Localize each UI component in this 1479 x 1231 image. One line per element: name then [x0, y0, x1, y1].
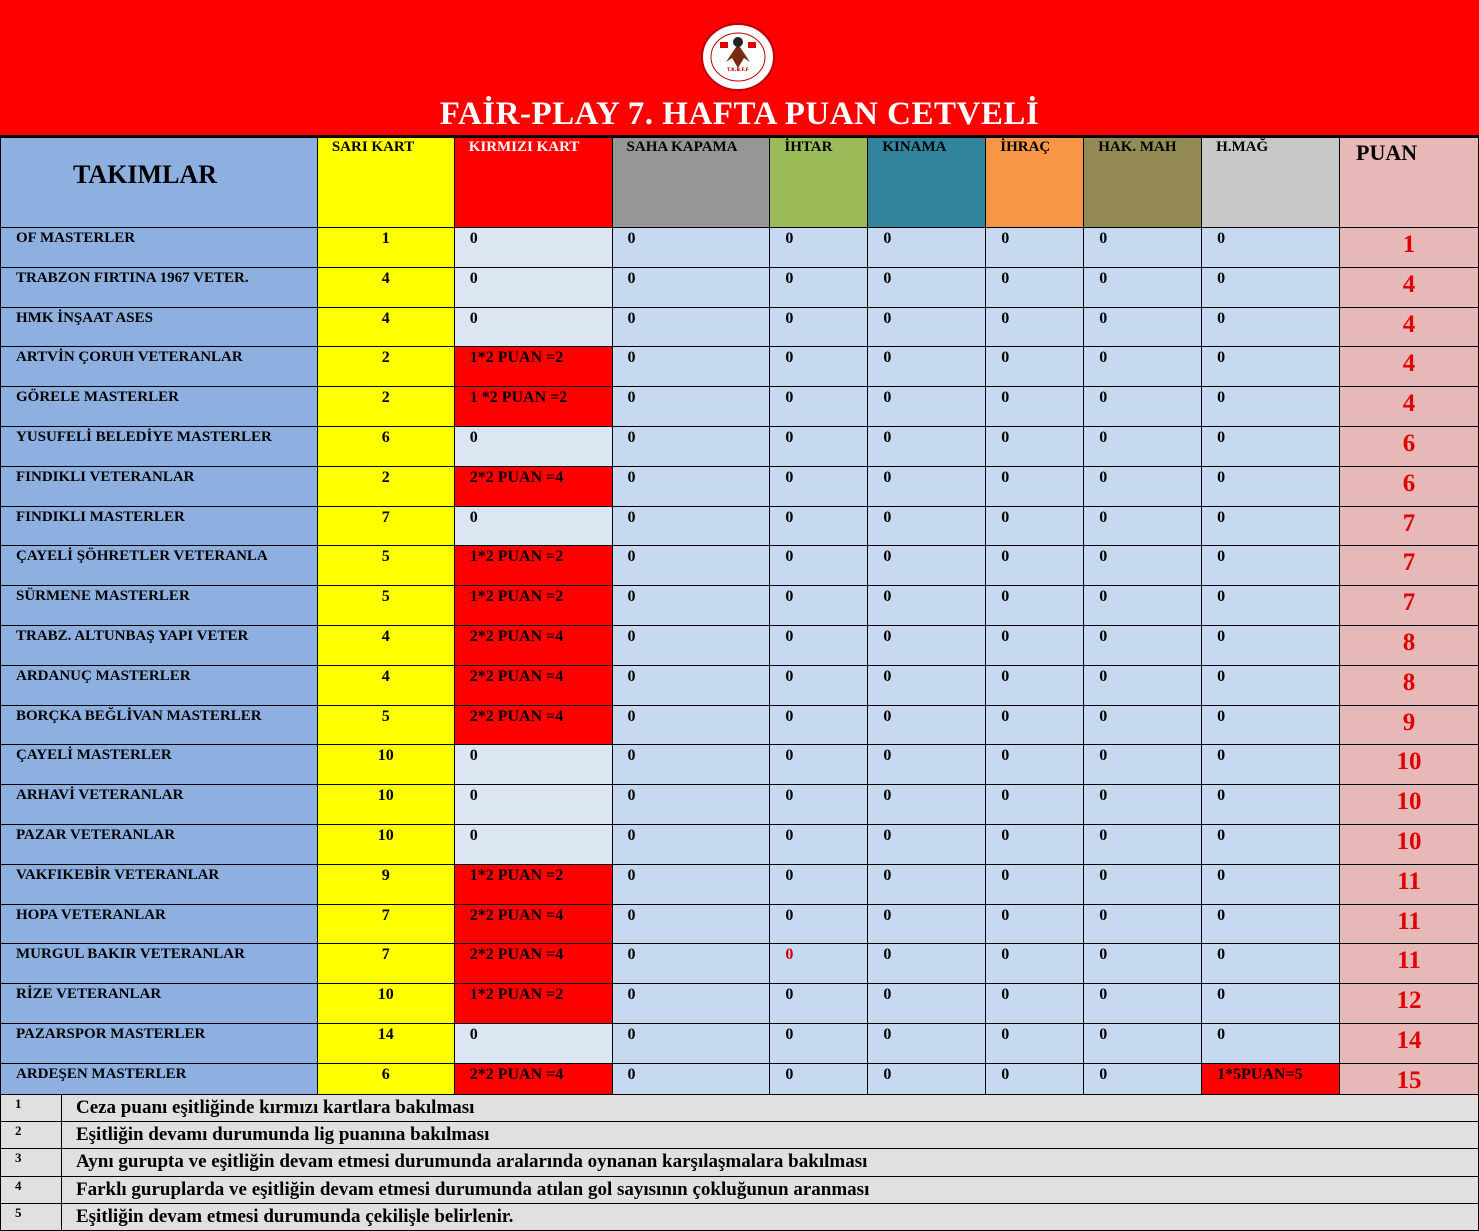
table-cell: 0: [1084, 1023, 1202, 1063]
table-cell: 0: [1084, 904, 1202, 944]
table-cell: 0: [1202, 546, 1340, 586]
points-cell: 7: [1340, 546, 1479, 586]
team-name: TRABZON FIRTINA 1967 VETER.: [1, 267, 318, 307]
table-cell: 0: [612, 267, 770, 307]
table-cell: 0: [612, 347, 770, 387]
table-cell: 0: [770, 625, 868, 665]
table-cell: 0: [986, 228, 1084, 268]
table-cell: 0: [1202, 466, 1340, 506]
red-card-cell: 2*2 PUAN =4: [454, 944, 612, 984]
table-cell: 0: [1084, 466, 1202, 506]
yellow-card-cell: 6: [317, 426, 454, 466]
table-cell: 0: [868, 984, 986, 1024]
table-cell: 0: [1084, 506, 1202, 546]
table-cell: 0: [986, 586, 1084, 626]
table-cell: 0: [770, 267, 868, 307]
team-name: HOPA VETERANLAR: [1, 904, 318, 944]
team-name: TRABZ. ALTUNBAŞ YAPI VETER: [1, 625, 318, 665]
table-cell: 0: [868, 506, 986, 546]
table-cell: 0: [770, 705, 868, 745]
table-row: [1, 625, 1479, 665]
team-name: ÇAYELİ MASTERLER: [1, 745, 318, 785]
team-name: MURGUL BAKIR VETERANLAR: [1, 944, 318, 984]
table-cell: 0: [612, 586, 770, 626]
table-cell: 0: [986, 267, 1084, 307]
table-cell: 0: [986, 705, 1084, 745]
yellow-card-cell: 7: [317, 506, 454, 546]
team-name: ARDEŞEN MASTERLER: [1, 1063, 318, 1103]
table-cell: 0: [1084, 546, 1202, 586]
table-row: [1, 904, 1479, 944]
table-cell: 0: [1084, 984, 1202, 1024]
team-name: PAZAR VETERANLAR: [1, 824, 318, 864]
table-cell: 0: [868, 586, 986, 626]
table-cell: 0: [770, 904, 868, 944]
table-cell: 0: [612, 824, 770, 864]
table-cell: 0: [868, 904, 986, 944]
table-cell: 0: [1084, 1063, 1202, 1103]
table-row: [1, 824, 1479, 864]
table-row: [1, 665, 1479, 705]
column-header-col7: HAK. MAH: [1084, 138, 1202, 228]
points-cell: 12: [1340, 984, 1479, 1024]
table-cell: 0: [868, 347, 986, 387]
table-cell: 0: [770, 307, 868, 347]
table-cell: 0: [1202, 228, 1340, 268]
table-cell: 0: [1202, 904, 1340, 944]
note-number: 2: [1, 1122, 62, 1149]
red-card-cell: 0: [454, 824, 612, 864]
red-card-cell: 2*2 PUAN =4: [454, 904, 612, 944]
red-card-cell: 0: [454, 1023, 612, 1063]
team-name: FINDIKLI VETERANLAR: [1, 466, 318, 506]
table-row: [1, 1023, 1479, 1063]
column-header-col4: İHTAR: [770, 138, 868, 228]
table-cell: 0: [770, 665, 868, 705]
table-cell: 0: [770, 944, 868, 984]
table-row: [1, 785, 1479, 825]
points-cell: 15: [1340, 1063, 1479, 1103]
table-cell: 0: [770, 347, 868, 387]
team-name: GÖRELE MASTERLER: [1, 387, 318, 427]
note-text: Ceza puanı eşitliğinde kırmızı kartlara bakılması: [61, 1095, 1478, 1122]
table-row: [1, 347, 1479, 387]
table-row: [1, 864, 1479, 904]
table-cell: 0: [986, 944, 1084, 984]
table-cell: 0: [1202, 387, 1340, 427]
red-card-cell: 2*2 PUAN =4: [454, 1063, 612, 1103]
table-cell: 0: [868, 228, 986, 268]
table-row: [1, 387, 1479, 427]
table-cell: 0: [770, 745, 868, 785]
table-cell: 0: [1202, 745, 1340, 785]
table-row: [1, 506, 1479, 546]
note-row: [1, 1122, 1479, 1149]
table-cell: 0: [1084, 307, 1202, 347]
table-cell: 0: [868, 705, 986, 745]
table-cell: 0: [1202, 625, 1340, 665]
table-cell: 0: [868, 546, 986, 586]
points-cell: 14: [1340, 1023, 1479, 1063]
table-row: [1, 745, 1479, 785]
table-row: [1, 944, 1479, 984]
table-cell: 0: [770, 228, 868, 268]
table-cell: 0: [1202, 864, 1340, 904]
points-cell: 9: [1340, 705, 1479, 745]
team-name: RİZE VETERANLAR: [1, 984, 318, 1024]
table-row: [1, 586, 1479, 626]
red-card-cell: 2*2 PUAN =4: [454, 466, 612, 506]
yellow-card-cell: 7: [317, 904, 454, 944]
table-cell: 0: [986, 506, 1084, 546]
table-row: [1, 705, 1479, 745]
table-cell: 0: [1202, 267, 1340, 307]
table-cell: 0: [612, 745, 770, 785]
table-cell: 0: [612, 904, 770, 944]
note-number: 1: [1, 1095, 62, 1122]
red-card-cell: 0: [454, 267, 612, 307]
column-header-col3: SAHA KAPAMA: [612, 138, 770, 228]
table-cell: 0: [1084, 665, 1202, 705]
table-cell: 0: [986, 824, 1084, 864]
points-cell: 11: [1340, 944, 1479, 984]
header-row: [1, 138, 1479, 228]
points-cell: 8: [1340, 665, 1479, 705]
table-cell: 0: [770, 984, 868, 1024]
table-cell: 0: [770, 824, 868, 864]
table-cell: 0: [770, 1063, 868, 1103]
table-cell: 0: [986, 745, 1084, 785]
team-name: ARHAVİ VETERANLAR: [1, 785, 318, 825]
table-cell: 0: [612, 1023, 770, 1063]
red-card-cell: 2*2 PUAN =4: [454, 665, 612, 705]
red-card-cell: 1*2 PUAN =2: [454, 984, 612, 1024]
table-cell: 0: [770, 864, 868, 904]
points-cell: 10: [1340, 824, 1479, 864]
yellow-card-cell: 7: [317, 944, 454, 984]
table-cell: 0: [868, 1063, 986, 1103]
points-cell: 4: [1340, 307, 1479, 347]
yellow-card-cell: 5: [317, 546, 454, 586]
points-cell: 11: [1340, 864, 1479, 904]
table-cell: 0: [1202, 1023, 1340, 1063]
points-cell: 4: [1340, 387, 1479, 427]
federation-seal-icon: [700, 22, 776, 92]
team-name: PAZARSPOR MASTERLER: [1, 1023, 318, 1063]
points-cell: 7: [1340, 586, 1479, 626]
table-cell: 0: [868, 625, 986, 665]
tiebreak-notes: [0, 1094, 1479, 1231]
table-cell: 0: [986, 307, 1084, 347]
yellow-card-cell: 2: [317, 387, 454, 427]
table-cell: 0: [770, 466, 868, 506]
red-card-cell: 0: [454, 506, 612, 546]
table-cell: 0: [1084, 347, 1202, 387]
table-cell: 0: [868, 307, 986, 347]
column-header-col1: SARI KART: [317, 138, 454, 228]
table-cell: 0: [1084, 426, 1202, 466]
table-cell: 0: [986, 864, 1084, 904]
red-card-cell: 2*2 PUAN =4: [454, 705, 612, 745]
red-card-cell: 0: [454, 785, 612, 825]
table-row: [1, 267, 1479, 307]
yellow-card-cell: 2: [317, 347, 454, 387]
table-cell: 0: [612, 625, 770, 665]
table-cell: 0: [1202, 665, 1340, 705]
table-cell: 0: [986, 984, 1084, 1024]
note-text: Eşitliğin devamı durumunda lig puanına bakılması: [61, 1122, 1478, 1149]
table-cell: 0: [1202, 586, 1340, 626]
table-cell: 0: [612, 1063, 770, 1103]
yellow-card-cell: 10: [317, 824, 454, 864]
table-cell: 0: [612, 705, 770, 745]
table-cell: 0: [868, 466, 986, 506]
logo-mid-text: T.K.B.F.F: [727, 68, 749, 73]
table-row: [1, 228, 1479, 268]
table-row: [1, 307, 1479, 347]
yellow-card-cell: 4: [317, 307, 454, 347]
table-cell: 0: [986, 426, 1084, 466]
table-cell: 0: [986, 625, 1084, 665]
team-name: HMK İNŞAAT ASES: [1, 307, 318, 347]
column-header-col5: KINAMA: [868, 138, 986, 228]
table-cell: 0: [612, 506, 770, 546]
team-name: VAKFIKEBİR VETERANLAR: [1, 864, 318, 904]
points-cell: 4: [1340, 267, 1479, 307]
team-name: YUSUFELİ BELEDİYE MASTERLER: [1, 426, 318, 466]
team-name: SÜRMENE MASTERLER: [1, 586, 318, 626]
red-card-cell: 0: [454, 228, 612, 268]
yellow-card-cell: 4: [317, 267, 454, 307]
table-cell: 0: [986, 665, 1084, 705]
table-cell: 0: [612, 466, 770, 506]
team-name: ÇAYELİ ŞÖHRETLER VETERANLA: [1, 546, 318, 586]
note-row: [1, 1203, 1479, 1230]
yellow-card-cell: 5: [317, 586, 454, 626]
note-row: [1, 1149, 1479, 1176]
yellow-card-cell: 6: [317, 1063, 454, 1103]
yellow-card-cell: 4: [317, 625, 454, 665]
table-cell: 0: [1202, 506, 1340, 546]
note-number: 4: [1, 1176, 62, 1203]
table-cell: 0: [1084, 824, 1202, 864]
column-header-col2: KIRMIZI KART: [454, 138, 612, 228]
table-cell: 0: [1084, 705, 1202, 745]
page-title: FAİR-PLAY 7. HAFTA PUAN CETVELİ: [439, 96, 1040, 132]
points-cell: 10: [1340, 785, 1479, 825]
yellow-card-cell: 1: [317, 228, 454, 268]
table-cell: 0: [612, 307, 770, 347]
table-row: [1, 984, 1479, 1024]
table-cell: 0: [986, 466, 1084, 506]
table-cell: 0: [868, 864, 986, 904]
table-cell: 0: [770, 1023, 868, 1063]
table-cell: 0: [986, 1023, 1084, 1063]
table-cell: 0: [612, 864, 770, 904]
table-cell: 0: [986, 1063, 1084, 1103]
table-row: [1, 546, 1479, 586]
table-cell: 0: [1084, 864, 1202, 904]
title-banner: [0, 0, 1479, 137]
table-cell: 0: [986, 785, 1084, 825]
table-cell: 0: [770, 586, 868, 626]
table-cell: 0: [612, 785, 770, 825]
points-cell: 4: [1340, 347, 1479, 387]
team-name: OF MASTERLER: [1, 228, 318, 268]
note-number: 5: [1, 1203, 62, 1230]
column-header-teams: TAKIMLAR: [1, 138, 318, 228]
points-cell: 7: [1340, 506, 1479, 546]
note-text: Eşitliğin devam etmesi durumunda çekilişle belirlenir.: [61, 1203, 1478, 1230]
points-cell: 6: [1340, 466, 1479, 506]
table-cell: 0: [1202, 824, 1340, 864]
table-cell: 0: [770, 785, 868, 825]
note-row: [1, 1095, 1479, 1122]
table-cell: 0: [868, 426, 986, 466]
note-text: Farklı guruplarda ve eşitliğin devam etmesi durumunda atılan gol sayısının çokluğunun aranması: [61, 1176, 1478, 1203]
table-cell: 0: [770, 506, 868, 546]
table-cell: 0: [1202, 944, 1340, 984]
table-cell: 0: [1202, 426, 1340, 466]
table-cell: 0: [612, 387, 770, 427]
table-cell: 0: [1202, 705, 1340, 745]
yellow-card-cell: 2: [317, 466, 454, 506]
red-card-cell: 1*2 PUAN =2: [454, 546, 612, 586]
table-cell: 0: [868, 785, 986, 825]
table-cell: 0: [986, 904, 1084, 944]
table-cell: 0: [612, 228, 770, 268]
yellow-card-cell: 9: [317, 864, 454, 904]
points-cell: 11: [1340, 904, 1479, 944]
table-cell: 0: [612, 984, 770, 1024]
team-name: FINDIKLI MASTERLER: [1, 506, 318, 546]
table-cell: 0: [986, 546, 1084, 586]
column-header-col8: H.MAĞ: [1202, 138, 1340, 228]
standings-table: [0, 137, 1479, 1104]
table-cell: 1*5PUAN=5: [1202, 1063, 1340, 1103]
red-card-cell: 1*2 PUAN =2: [454, 586, 612, 626]
table-cell: 0: [612, 426, 770, 466]
table-row: [1, 426, 1479, 466]
yellow-card-cell: 10: [317, 785, 454, 825]
table-cell: 0: [1084, 944, 1202, 984]
table-cell: 0: [986, 347, 1084, 387]
table-cell: 0: [770, 387, 868, 427]
note-row: [1, 1176, 1479, 1203]
table-cell: 0: [868, 267, 986, 307]
table-cell: 0: [770, 426, 868, 466]
yellow-card-cell: 4: [317, 665, 454, 705]
table-cell: 0: [868, 944, 986, 984]
table-cell: 0: [1084, 387, 1202, 427]
table-cell: 0: [868, 387, 986, 427]
table-cell: 0: [1202, 347, 1340, 387]
red-card-cell: 1*2 PUAN =2: [454, 864, 612, 904]
table-cell: 0: [868, 824, 986, 864]
table-cell: 0: [1084, 267, 1202, 307]
team-name: BORÇKA BEĞLİVAN MASTERLER: [1, 705, 318, 745]
points-cell: 10: [1340, 745, 1479, 785]
red-card-cell: 1 *2 PUAN =2: [454, 387, 612, 427]
note-text: Aynı gurupta ve eşitliğin devam etmesi durumunda aralarında oynanan karşılaşmalara bakılması: [61, 1149, 1478, 1176]
table-cell: 0: [1084, 625, 1202, 665]
table-cell: 0: [1202, 307, 1340, 347]
red-card-cell: 0: [454, 307, 612, 347]
yellow-card-cell: 10: [317, 745, 454, 785]
red-card-cell: 1*2 PUAN =2: [454, 347, 612, 387]
table-cell: 0: [868, 745, 986, 785]
points-cell: 6: [1340, 426, 1479, 466]
team-name: ARTVİN ÇORUH VETERANLAR: [1, 347, 318, 387]
table-cell: 0: [612, 546, 770, 586]
table-cell: 0: [1202, 984, 1340, 1024]
table-cell: 0: [868, 665, 986, 705]
table-cell: 0: [612, 665, 770, 705]
table-cell: 0: [1202, 785, 1340, 825]
table-cell: 0: [1084, 785, 1202, 825]
table-cell: 0: [868, 1023, 986, 1063]
points-cell: 8: [1340, 625, 1479, 665]
team-name: ARDANUÇ MASTERLER: [1, 665, 318, 705]
yellow-card-cell: 14: [317, 1023, 454, 1063]
column-header-col6: İHRAÇ: [986, 138, 1084, 228]
table-cell: 0: [1084, 228, 1202, 268]
table-cell: 0: [1084, 745, 1202, 785]
note-number: 3: [1, 1149, 62, 1176]
yellow-card-cell: 5: [317, 705, 454, 745]
table-cell: 0: [612, 944, 770, 984]
points-cell: 1: [1340, 228, 1479, 268]
table-cell: 0: [770, 546, 868, 586]
column-header-points: PUAN: [1340, 138, 1479, 228]
red-card-cell: 0: [454, 426, 612, 466]
red-card-cell: 2*2 PUAN =4: [454, 625, 612, 665]
table-cell: 0: [1084, 586, 1202, 626]
yellow-card-cell: 10: [317, 984, 454, 1024]
table-row: [1, 466, 1479, 506]
table-cell: 0: [986, 387, 1084, 427]
red-card-cell: 0: [454, 745, 612, 785]
